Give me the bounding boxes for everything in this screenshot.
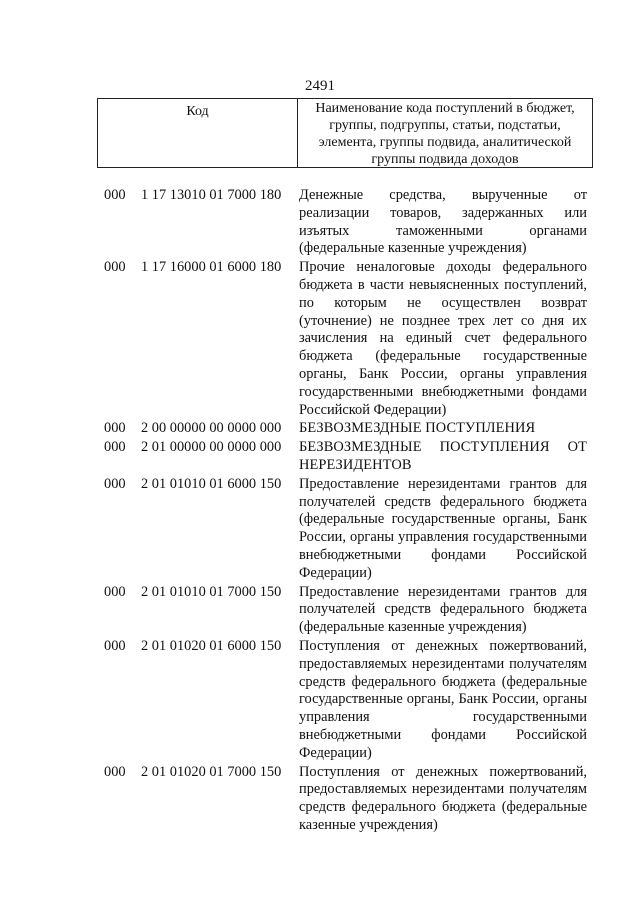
table-row — [97, 764, 593, 835]
admin-code: 000 — [104, 583, 126, 600]
table-row — [97, 476, 593, 583]
admin-code: 000 — [104, 439, 126, 456]
admin-code: 000 — [104, 187, 126, 203]
table-body — [97, 187, 593, 836]
revenue-code: 2 00 00000 00 0000 000 — [141, 420, 282, 437]
revenue-name: Предоставление нерезидентами грантов для получателей средств федерального бюджета (федеральные казенные учреждения) — [299, 583, 587, 636]
revenue-name: Прочие неналоговые доходы федерального бюджета в части невыясненных поступлений, по которым не осуществлен возврат (уточнение) не позднее трех лет со дня их зачисления на единый счет федерального бюджета (федеральные государственные органы, Банк России, органы управления государственными внебюджетными фондами Российской Федерации) — [299, 259, 587, 418]
admin-code: 000 — [104, 259, 126, 276]
admin-code: 000 — [104, 475, 126, 492]
admin-code: 000 — [104, 420, 126, 437]
admin-code: 000 — [104, 637, 126, 654]
revenue-code: 2 01 01020 01 7000 150 — [141, 763, 282, 780]
revenue-name: БЕЗВОЗМЕЗДНЫЕ ПОСТУПЛЕНИЯ ОТ НЕРЕЗИДЕНТОВ — [299, 439, 587, 473]
revenue-code: 1 17 16000 01 6000 180 — [141, 259, 282, 276]
revenue-code: 1 17 13010 01 7000 180 — [141, 187, 282, 203]
table-row — [97, 584, 593, 637]
table-header — [97, 98, 593, 168]
table-row — [97, 259, 593, 419]
revenue-name: Денежные средства, вырученные от реализации товаров, задержанных или изъятых таможенными органами (федеральные казенные учреждения) — [299, 187, 587, 257]
revenue-name: БЕЗВОЗМЕЗДНЫЕ ПОСТУПЛЕНИЯ — [299, 420, 536, 437]
table-row — [97, 420, 593, 438]
revenue-name: Поступления от денежных пожертвований, предоставляемых нерезидентами получателям средств федерального бюджета (федеральные казенные учреждения) — [299, 763, 587, 833]
revenue-code: 2 01 00000 00 0000 000 — [141, 439, 282, 456]
revenue-code: 2 01 01010 01 6000 150 — [141, 475, 282, 492]
revenue-name: Предоставление нерезидентами грантов для получателей средств федерального бюджета (федеральные государственные органы, Банк России, органы управления государственными внебюджетными фондами Российской Федерации) — [299, 475, 587, 581]
header-code-label: Код — [98, 99, 298, 167]
table-row — [97, 187, 593, 258]
header-name-label: Наименование кода поступлений в бюджет, группы, подгруппы, статьи, подстатьи, элемента, группы подвида, аналитической группы подвида доходов — [315, 101, 575, 167]
table-row — [97, 638, 593, 763]
revenue-code: 2 01 01020 01 6000 150 — [141, 637, 282, 654]
table-row — [97, 439, 593, 475]
revenue-code: 2 01 01010 01 7000 150 — [141, 583, 282, 600]
admin-code: 000 — [104, 763, 126, 780]
revenue-name: Поступления от денежных пожертвований, предоставляемых нерезидентами получателям средств федерального бюджета (федеральные государственные органы, Банк России, органы управления государственными внебюджетными фондами Российской Федерации) — [299, 637, 587, 761]
page-number: 2491 — [305, 78, 335, 94]
